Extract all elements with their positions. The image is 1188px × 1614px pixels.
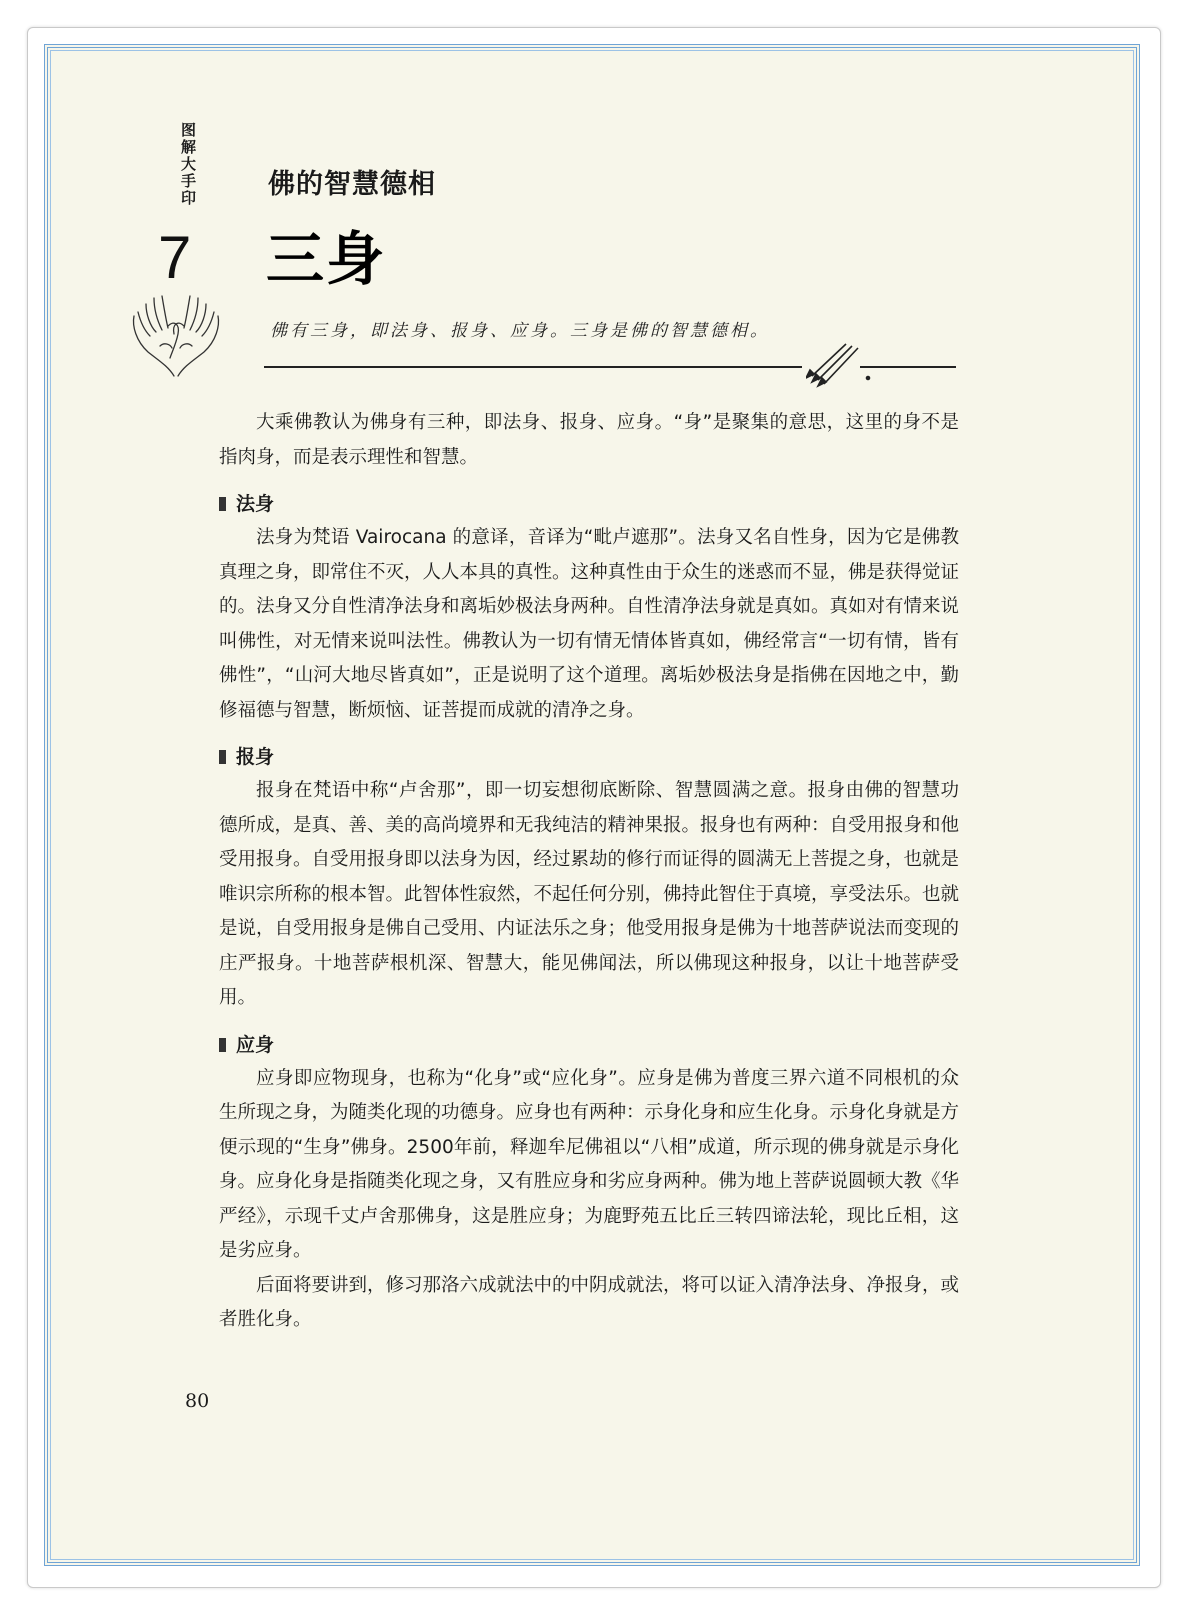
chapter-subtitle: 佛的智慧德相	[268, 169, 436, 200]
section-marker	[219, 750, 226, 764]
article-body	[219, 406, 959, 1338]
section-marker	[219, 497, 226, 511]
intro-paragraph: 大乘佛教认为佛身有三种，即法身、报身、应身。“身”是聚集的意思，这里的身不是指肉身，而是表示理性和智慧。	[219, 412, 959, 468]
section-heading-label: 应身	[236, 1033, 275, 1056]
section-heading-fashen	[219, 487, 959, 521]
page-title: 三身	[266, 225, 387, 293]
section-paragraph-yingshen: 应身即应物现身，也称为“化身”或“应化身”。应身是佛为普度三界六道不同根机的众生所现之身，为随类化现的功德身。应身也有两种：示身化身和应生化身。示身化身就是方便示现的“生身”佛身。2500年前，释迦牟尼佛祖以“八相”成道，所示现的佛身就是示身化身。应身化身是指随类化现之身，又有胜应身和劣应身两种。佛为地上菩萨说圆顿大教《华严经》，示现千丈卢舍那佛身，这是胜应身；为鹿野苑五比丘三转四谛法轮，现比丘相，这是劣应身。	[219, 1067, 960, 1261]
arrows-icon	[806, 340, 876, 390]
title-rule-right	[860, 366, 956, 368]
page-number: 80	[185, 1390, 210, 1412]
section-heading-baoshen	[219, 740, 959, 774]
praying-hands-icon	[124, 286, 228, 382]
series-title: 图解大手印	[179, 122, 197, 207]
closing-paragraph: 后面将要讲到，修习那洛六成就法中的中阴成就法，将可以证入清净法身、净报身，或者胜化身。	[219, 1274, 960, 1330]
section-heading-yingshen	[219, 1028, 959, 1062]
lead-summary: 佛有三身，即法身、报身、应身。三身是佛的智慧德相。	[270, 321, 770, 341]
section-heading-label: 法身	[236, 493, 275, 515]
section-heading-label: 报身	[236, 746, 275, 768]
section-marker	[219, 1038, 226, 1052]
chapter-number: 7	[158, 224, 192, 291]
title-rule-left	[264, 366, 802, 368]
section-paragraph-fashen: 法身为梵语 Vairocana 的意译，音译为“毗卢遮那”。法身又名自性身，因为它是佛教真理之身，即常住不灭，人人本具的真性。这种真性由于众生的迷惑而不显，佛是获得觉证的。法身又分自性清净法身和离垢妙极法身两种。自性清净法身就是真如。真如对有情来说叫佛性，对无情来说叫法性。佛教认为一切有情无情体皆真如，佛经常言“一切有情，皆有佛性”，“山河大地尽皆真如”，正是说明了这个道理。离垢妙极法身是指佛在因地之中，勤修福德与智慧，断烦恼、证菩提而成就的清净之身。	[219, 527, 960, 721]
section-paragraph-baoshen: 报身在梵语中称“卢舍那”，即一切妄想彻底断除、智慧圆满之意。报身由佛的智慧功德所成，是真、善、美的高尚境界和无我纯洁的精神果报。报身也有两种：自受用报身和他受用报身。自受用报身即以法身为因，经过累劫的修行而证得的圆满无上菩提之身，也就是唯识宗所称的根本智。此智体性寂然，不起任何分别，佛持此智住于真境，享受法乐。也就是说，自受用报身是佛自己受用、内证法乐之身；他受用报身是佛为十地菩萨说法而变现的庄严报身。十地菩萨根机深、智慧大，能见佛闻法，所以佛现这种报身，以让十地菩萨受用。	[219, 780, 960, 1008]
